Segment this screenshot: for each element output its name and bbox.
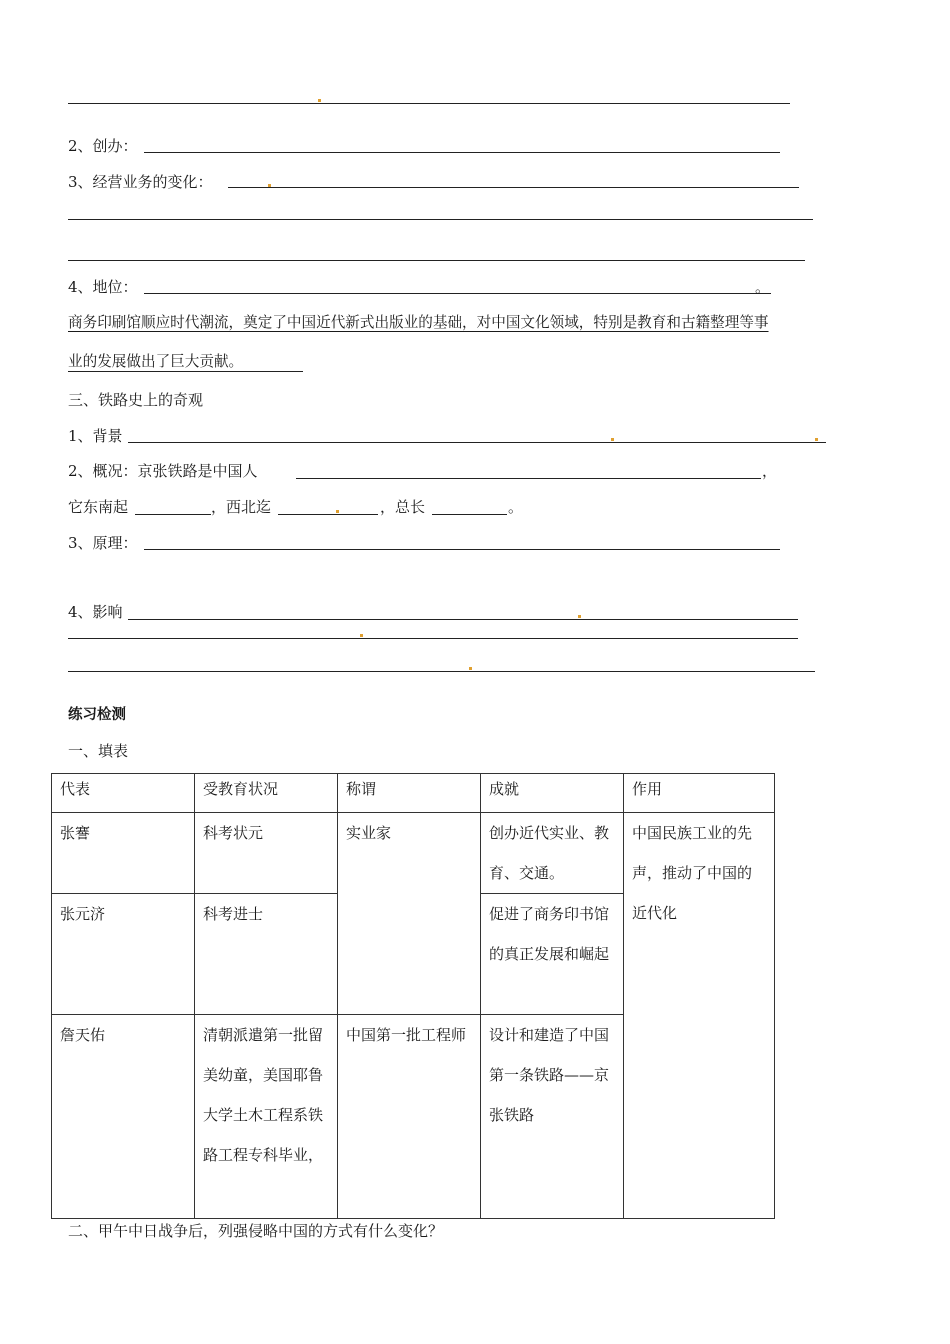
table-cell: 实业家 (338, 813, 481, 1015)
answer-line (68, 219, 813, 220)
mark-dot (268, 184, 271, 187)
answer-underline (68, 371, 303, 372)
answer-line (296, 478, 761, 479)
mark-dot (469, 667, 472, 670)
answer-line (68, 103, 790, 104)
item-business-change-label: 3、经营业务的变化： (68, 173, 213, 191)
table-cell: 清朝派遣第一批留美幼童，美国耶鲁大学土木工程系铁路工程专科毕业， (195, 1015, 338, 1219)
table-cell-role: 中国民族工业的先声，推动了中国的近代化 (624, 813, 775, 1219)
route-length-end: 。 (508, 498, 524, 516)
table-cell: 科考进士 (195, 894, 338, 1015)
table-header: 称谓 (338, 774, 481, 813)
mark-dot (360, 634, 363, 637)
mark-dot (578, 615, 581, 618)
table-cell: 张謇 (52, 813, 195, 894)
item-influence-label: 4、影响 (68, 603, 123, 621)
table-header: 代表 (52, 774, 195, 813)
item-background-label: 1、背景 (68, 427, 123, 445)
table-cell: 设计和建造了中国第一条铁路——京张铁路 (481, 1015, 624, 1219)
table-header: 受教育状况 (195, 774, 338, 813)
answer-line (144, 549, 780, 550)
practice-question-2: 二、甲午中日战争后，列强侵略中国的方式有什么变化？ (68, 1222, 444, 1240)
route-length-label: ，总长 (380, 498, 426, 516)
answer-line (128, 619, 798, 620)
answer-line (432, 514, 507, 515)
route-end-label: ，西北迄 (211, 498, 272, 516)
status-answer-line1: 商务印刷馆顺应时代潮流，奠定了中国近代新式出版业的基础，对中国文化领域，特别是教育和古籍整理等事 (68, 314, 769, 331)
item-overview-label: 2、概况：京张铁路是中国人 (68, 462, 258, 480)
answer-line (278, 514, 378, 515)
table-cell: 科考状元 (195, 813, 338, 894)
answer-line (68, 671, 815, 672)
item-status-end: 。 (755, 278, 771, 296)
item-founding-label: 2、创办： (68, 137, 138, 155)
answer-line (68, 638, 798, 639)
mark-dot (336, 510, 339, 513)
answer-line (228, 187, 799, 188)
practice-sub-fill-table: 一、填表 (68, 742, 129, 760)
route-start-label: 它东南起 (68, 498, 129, 516)
answer-line (68, 260, 805, 261)
item-overview-comma: ， (762, 462, 778, 480)
table-cell: 促进了商务印书馆的真正发展和崛起 (481, 894, 624, 1015)
practice-heading: 练习检测 (68, 707, 126, 723)
table-header: 成就 (481, 774, 624, 813)
status-answer-line2: 业的发展做出了巨大贡献。 (68, 353, 244, 370)
item-status-label: 4、地位： (68, 278, 138, 296)
answer-line (135, 514, 211, 515)
table-cell: 中国第一批工程师 (338, 1015, 481, 1219)
table-cell: 创办近代实业、教育、交通。 (481, 813, 624, 894)
mark-dot (611, 438, 614, 441)
item-principle-label: 3、原理： (68, 534, 138, 552)
table-header: 作用 (624, 774, 775, 813)
answer-line (144, 293, 771, 294)
mark-dot (318, 99, 321, 102)
answer-line (128, 442, 826, 443)
table-row (52, 813, 775, 894)
table-cell: 詹天佑 (52, 1015, 195, 1219)
section-heading: 三、铁路史上的奇观 (68, 391, 204, 409)
fill-table (51, 773, 775, 1219)
answer-line (144, 152, 780, 153)
table-cell: 张元济 (52, 894, 195, 1015)
table-header-row (52, 774, 775, 813)
mark-dot (815, 438, 818, 441)
